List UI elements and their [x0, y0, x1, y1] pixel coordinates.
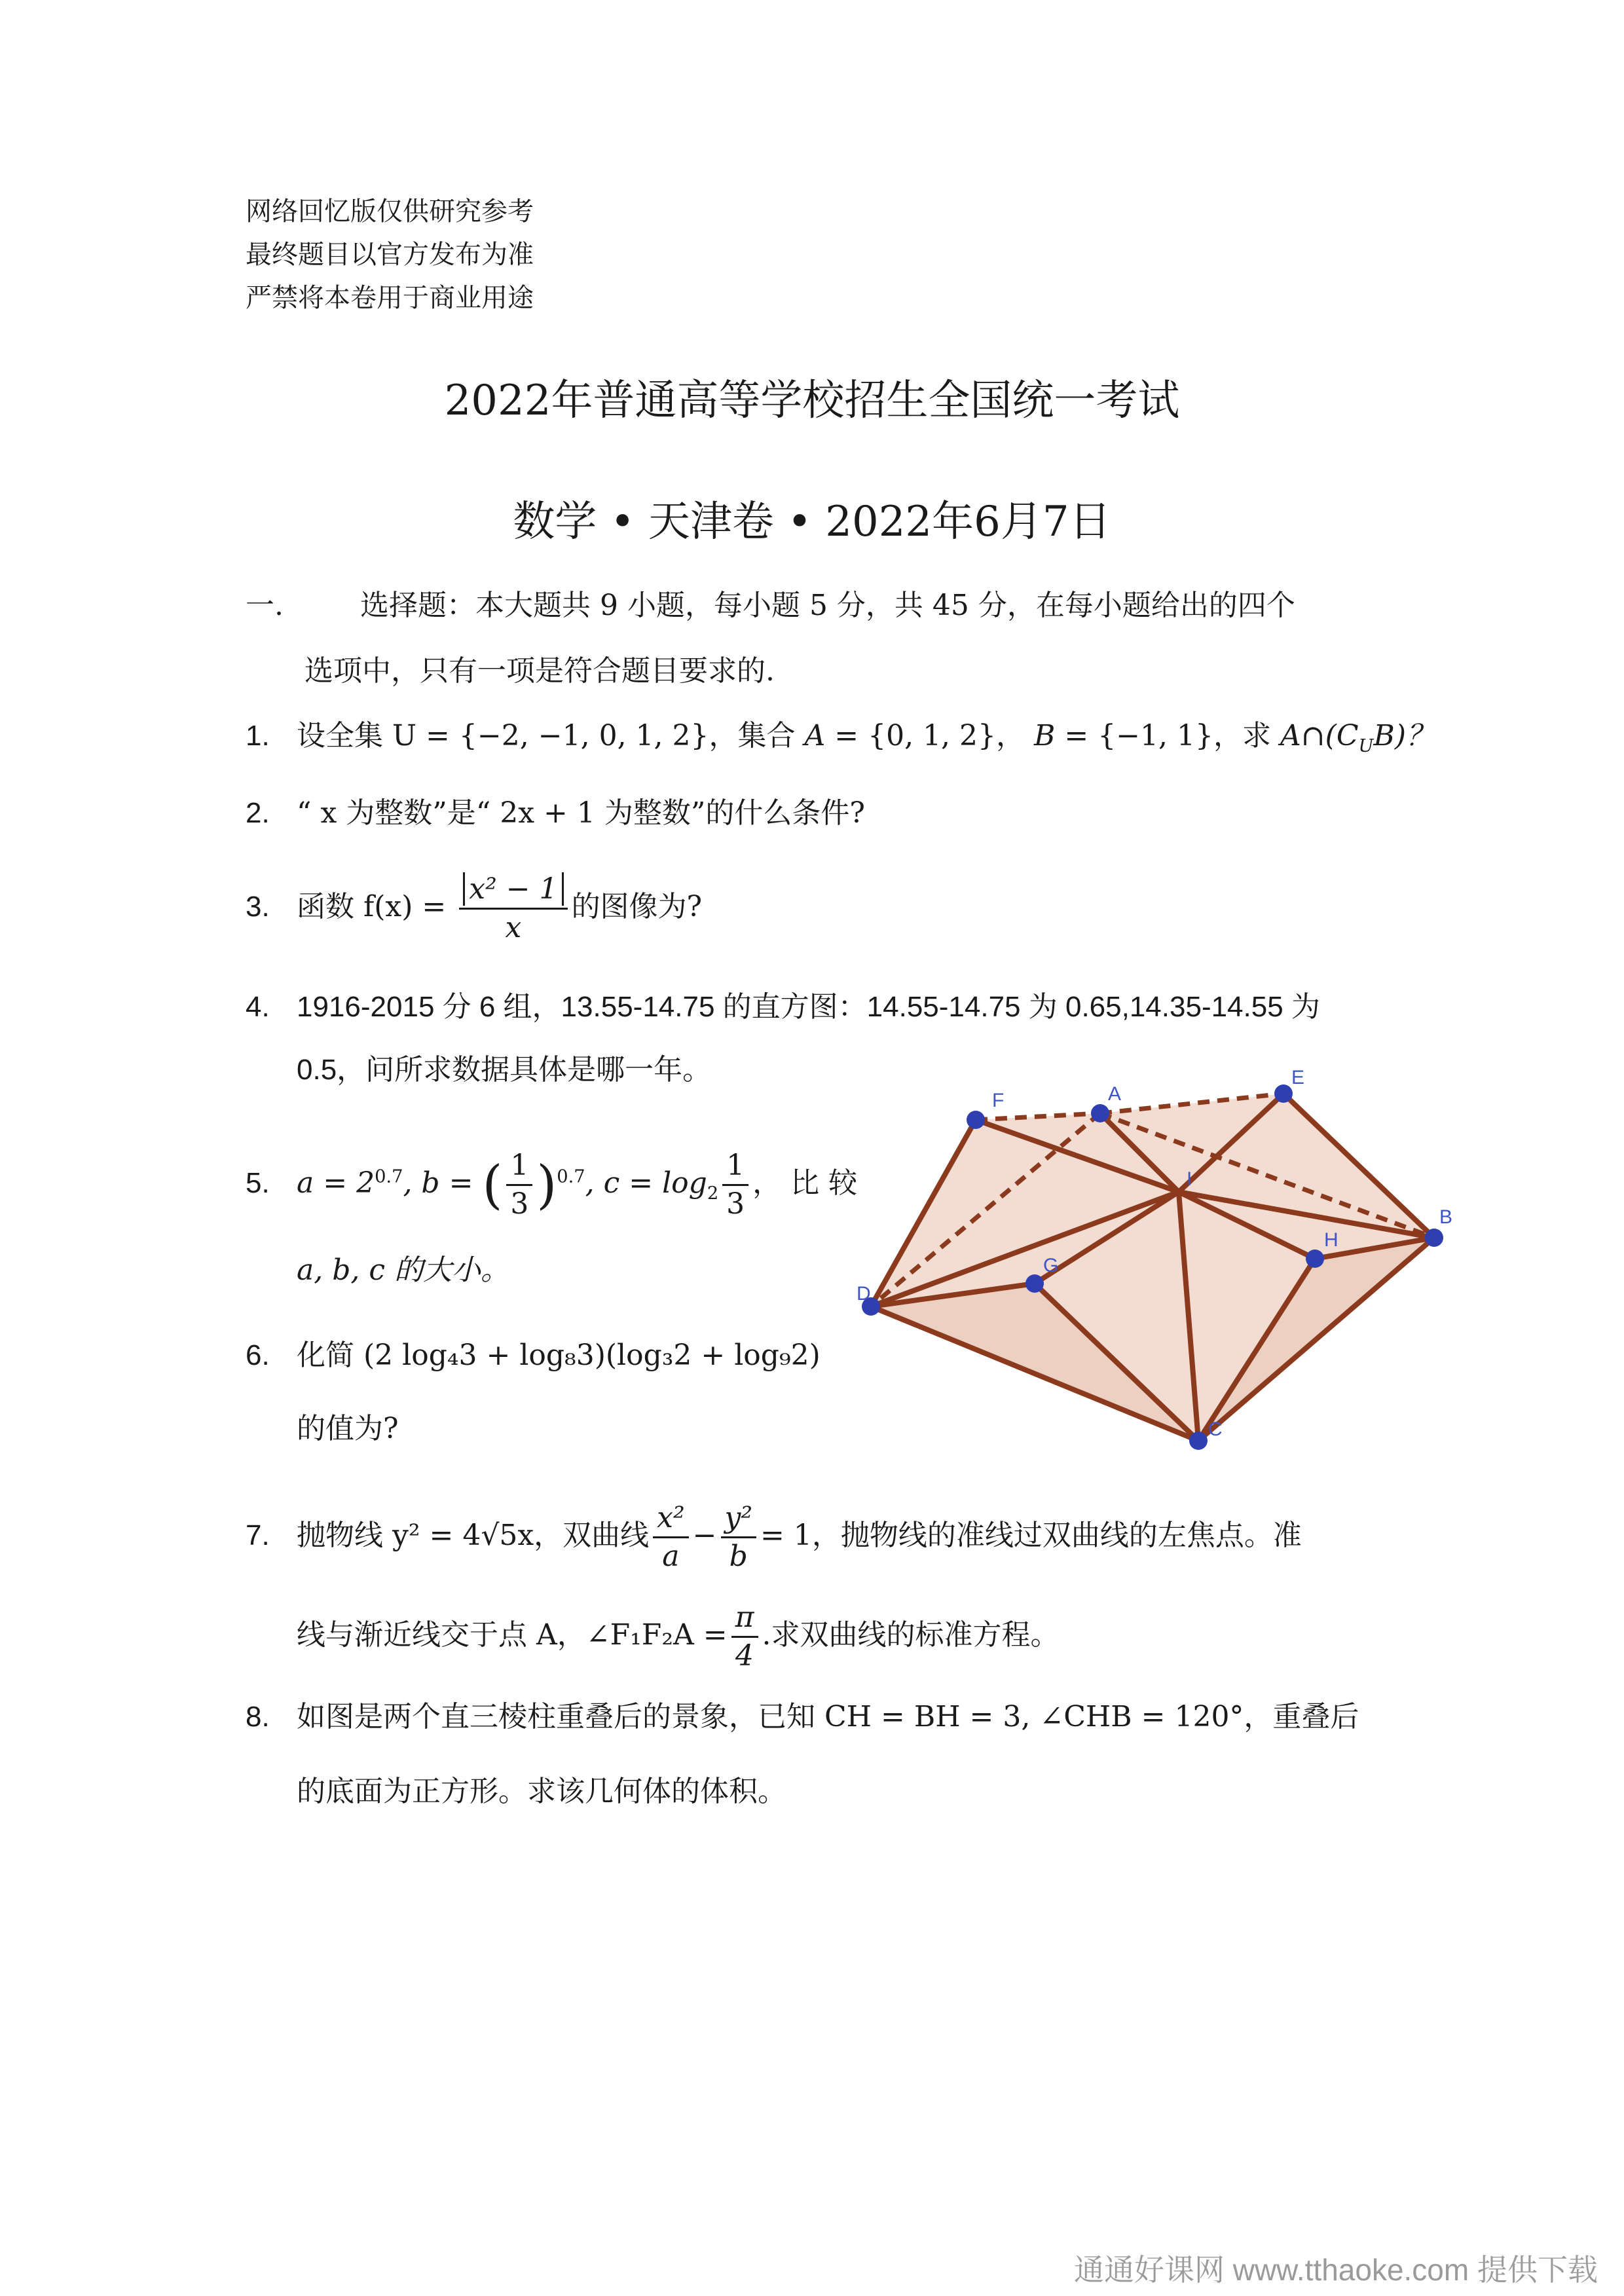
disclaimer-line-1: 网络回忆版仅供研究参考 [246, 196, 534, 227]
question-2 [246, 794, 865, 833]
disclaimer-line-3: 严禁将本卷用于商业用途 [246, 283, 534, 313]
label-b: B [1439, 1206, 1453, 1228]
q3-lhs: 函数 f(x) = [297, 890, 456, 923]
q7-part-b: = 1，抛物线的准线过双曲线的左焦点。准 [760, 1519, 1302, 1552]
q7-line-2b: .求双曲线的标准方程。 [762, 1618, 1060, 1652]
q7-line-2a: 线与渐近线交于点 A，∠F₁F₂A = [297, 1618, 728, 1652]
exam-subtitle: 数学 • 天津卷 • 2022年6月7日 [513, 498, 1111, 546]
q4-line-1: 1916-2015 分 6 组，13.55-14.75 的直方图：14.55-14.75 为 0.65,14.35-14.55 为 [297, 991, 1320, 1023]
q1-set-a: = {0, 1, 2}， [825, 719, 1035, 752]
q1-var-b: B [1034, 719, 1056, 752]
section-number: 一. [246, 589, 284, 622]
question-number: 6. [246, 1339, 270, 1371]
q7-fraction-3 [731, 1599, 758, 1675]
point-h [1306, 1250, 1324, 1268]
q5-a: a = 2 [297, 1166, 375, 1200]
q5-frac2-den: 3 [726, 1187, 745, 1221]
q3-fraction [459, 871, 567, 946]
question-number: 2. [246, 797, 270, 829]
disclaimer-line-2: 最终题目以官方发布为准 [246, 240, 534, 270]
question-6 [246, 1336, 821, 1375]
q5-b-exponent: 0.7 [557, 1166, 585, 1187]
q1-expr: A∩(C [1280, 719, 1359, 752]
question-8 [246, 1697, 1359, 1737]
figure-faces [871, 1094, 1434, 1441]
point-e [1274, 1084, 1293, 1103]
q3-rhs: 的图像为? [571, 890, 703, 923]
question-5: 5. $a = 2^{0.7}$, b = ( $\frac{1}{3}$ )$^{0.7}$, $c = \log_2$ $\frac{1}{3}$ ， 比 较 [246, 1147, 857, 1223]
q4-line-2: 0.5，问所求数据具体是哪一年。 [297, 1054, 712, 1086]
q7-f1-den: a [662, 1540, 680, 1573]
watermark: 通通好课网 www.tthaoke.com 提供下载 [1073, 2253, 1598, 2287]
q5-a-exponent: 0.7 [375, 1166, 403, 1187]
q7-fraction-1 [653, 1500, 688, 1575]
q2-text: “ x 为整数”是“ 2x + 1 为整数”的什么条件? [297, 796, 865, 830]
q5-c: , c = log [585, 1166, 707, 1200]
q1-subscript: U [1358, 735, 1374, 756]
label-a: A [1108, 1083, 1122, 1105]
disclaimer [246, 190, 534, 320]
section-header [246, 573, 1385, 704]
q7-part-a: 抛物线 y² = 4√5x，双曲线 [297, 1519, 650, 1552]
q5-b: , b = [403, 1166, 483, 1200]
section-line-1: 选择题：本大题共 9 小题，每小题 5 分，共 45 分，在每小题给出的四个 [360, 589, 1295, 622]
q5-fraction-2 [722, 1147, 748, 1223]
q6-line-2: 的值为? [297, 1412, 399, 1445]
label-d: D [857, 1283, 871, 1305]
label-i: I [1187, 1168, 1192, 1190]
question-7 [246, 1500, 1302, 1575]
q1-expr-end: B)？ [1373, 719, 1435, 752]
question-number: 4. [246, 991, 270, 1023]
section-line-2: 选项中，只有一项是符合题目要求的. [304, 654, 775, 688]
q7-line-2 [297, 1599, 1060, 1675]
q1-set-b: = {−1, 1}，求 [1055, 719, 1281, 752]
question-3 [246, 871, 702, 946]
prism-figure [851, 1061, 1467, 1454]
q8-line-1: 如图是两个直三棱柱重叠后的景象，已知 CH = BH = 3, ∠CHB = 120°，重叠后 [297, 1700, 1359, 1733]
q3-denominator: x [505, 911, 522, 944]
q5-log-base: 2 [707, 1183, 719, 1204]
q5-frac-den: 3 [510, 1187, 529, 1221]
label-h: H [1324, 1229, 1338, 1251]
q8-line-2: 的底面为正方形。求该几何体的体积。 [297, 1775, 786, 1808]
q7-f3-den: 4 [735, 1639, 754, 1673]
q5-fraction [506, 1147, 532, 1223]
q7-fraction-2 [721, 1500, 757, 1575]
q7-f1-num: x² [653, 1500, 688, 1538]
q5-frac-num: 1 [506, 1147, 532, 1186]
question-1 [246, 716, 1435, 766]
question-number: 3. [246, 891, 270, 923]
question-number: 8. [246, 1701, 270, 1733]
q5-frac2-num: 1 [722, 1147, 748, 1186]
question-number: 7. [246, 1519, 270, 1551]
label-f: F [992, 1090, 1005, 1111]
point-c [1189, 1432, 1208, 1450]
question-number: 5. [246, 1167, 270, 1199]
question-4 [246, 988, 1320, 1027]
point-b [1425, 1229, 1443, 1247]
q5-tail: ， 比 较 [752, 1166, 858, 1200]
label-g: G [1043, 1255, 1059, 1276]
exam-title: 2022年普通高等学校招生全国统一考试 [444, 377, 1180, 425]
question-number: 1. [246, 720, 270, 752]
point-f [967, 1111, 985, 1129]
point-g [1025, 1274, 1044, 1293]
label-c: C [1208, 1418, 1223, 1440]
q6-expression: 化简 (2 log₄3 + log₈3)(log₃2 + log₉2) [297, 1339, 821, 1372]
label-e: E [1291, 1067, 1305, 1088]
q3-numerator: x² − 1 [463, 872, 563, 906]
q1-text: 设全集 U = {−2, −1, 0, 1, 2}，集合 [297, 719, 805, 752]
q7-f2-den: b [729, 1540, 748, 1573]
q5-line-2: a, b, c 的大小。 [297, 1253, 509, 1287]
q7-f3-num: π [731, 1599, 758, 1638]
point-a [1091, 1104, 1109, 1122]
q1-var-a: A [804, 719, 826, 752]
q7-f2-num: y² [721, 1500, 757, 1538]
q7-minus: − [692, 1519, 717, 1552]
